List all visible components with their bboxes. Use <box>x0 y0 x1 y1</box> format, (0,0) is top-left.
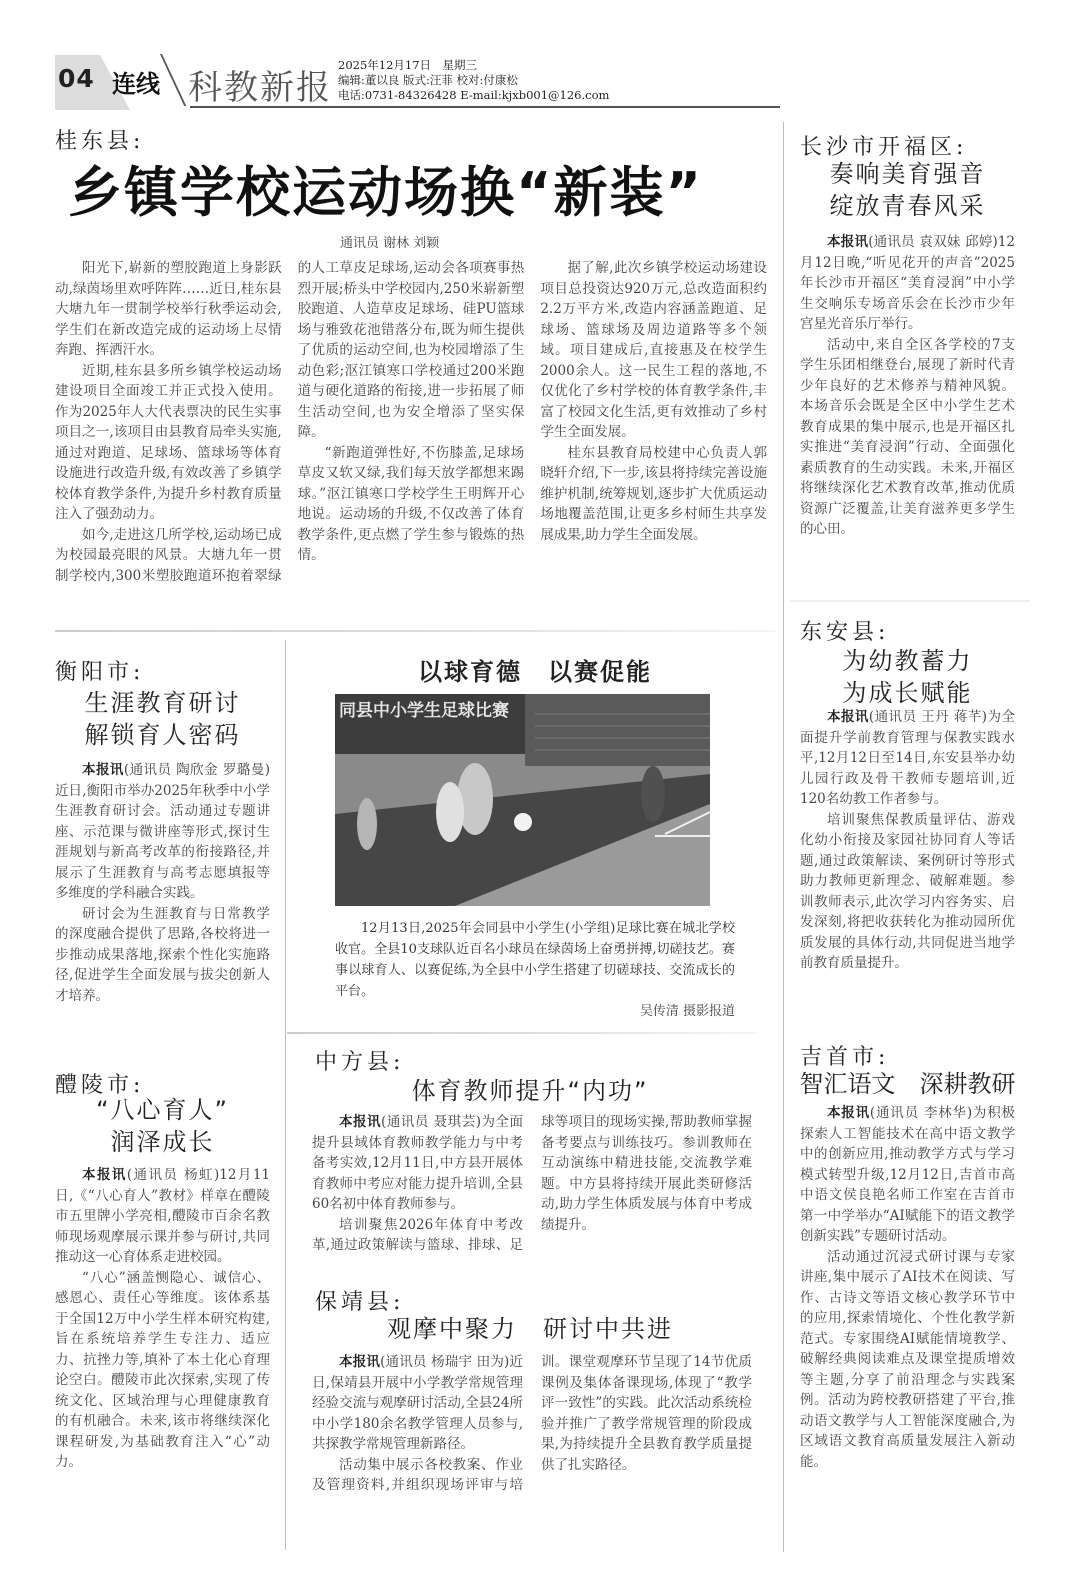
paragraph: 阳光下,崭新的塑胶跑道上身影跃动,绿茵场里欢呼阵阵……近日,桂东县大塘九年一贯制学校举行秋季运动会,学生们在新改造完成的运动场上尽情奔跑、挥洒汗水。 <box>55 260 282 358</box>
main-headline: 乡镇学校运动场换“新装” <box>68 161 703 224</box>
lead-label: 本报讯 <box>827 234 869 250</box>
headline-line: 生涯教育研讨 <box>84 689 241 717</box>
paragraph: 据了解,此次乡镇学校运动场建设项目总投资达920万元,总改造面积约2.2万平方米,改造内容涵盖跑道、足球场、篮球场及周边道路等多个领域。项目建成后,直接惠及在校学生2000余人。这一民生工程的落地,不仅优化了乡村学校的体育教学条件,丰富了校园文化生活,更有效推动了乡村学生全面发展。 <box>540 260 767 440</box>
paper-name: 科教新报 <box>188 68 332 108</box>
kaifu-headline <box>800 158 1015 222</box>
column-divider-right <box>783 122 784 1552</box>
hengyang-body <box>55 760 270 1006</box>
liling-body <box>55 1165 270 1473</box>
paragraph: 活动中,来自全区各学校的7支学生乐团相继登台,展现了新时代青少年良好的艺术修养与精神风貌。本场音乐会既是全区中小学生艺术教育成果的集中展示,也是开福区扎实推进“美育浸润”行动、全面强化素质教育的生动实践。未来,开福区将继续深化艺术教育改革,推动优质资源广泛覆盖,让美育滋养更多学生的心田。 <box>800 336 1015 537</box>
photo-caption <box>335 918 735 1002</box>
paragraph-text: 为全面提升县域体育教师教学能力与中考备考实效,12月11日,中方县开展体育教师中考应对能力提升培训,全县60名初中体育教师参与。 <box>312 1114 524 1212</box>
paragraph: “新跑道弹性好,不伤膝盖,足球场草皮又软又绿,我们每天放学都想来踢球。”沤江镇寒口学校学生王明辉开心地说。运动场的升级,不仅改善了体育教学条件,更点燃了学生参与锻炼的热情。 <box>297 444 525 563</box>
hengyang-headline <box>55 687 270 751</box>
paragraph: 活动集中展示各校教案、作业及管理资料,并组织现场评审与培训。课堂观摩环节呈现了14节优质课例及集体备课现场,体现了“教学评一致性”的实践。此次活动系统检验并推广了教学常规管理的阶段成果,为持续提升全县教育教学质量提供了扎实路径。 <box>312 1354 752 1493</box>
zhongfang-body <box>312 1112 752 1260</box>
lead-label: 本报讯 <box>339 1114 382 1130</box>
main-byline: 通讯员 谢林 刘颖 <box>340 236 440 251</box>
banner-text: 同县中小学生足球比赛 <box>339 701 509 721</box>
staff-line: 编辑:董以良 版式:汪菲 校对:付康松 <box>338 73 518 87</box>
jishou-headline: 智汇语文 深耕教研 <box>799 1070 1016 1098</box>
paragraph <box>55 1165 270 1268</box>
reporter: (通讯员 杨瑞宇 田为) <box>380 1354 510 1370</box>
zhongfang-headline: 体育教师提升“内功” <box>411 1077 649 1105</box>
paragraph <box>55 760 270 904</box>
paragraph <box>800 707 1015 810</box>
main-kicker: 桂东县: <box>55 129 145 154</box>
reporter: (通讯员 李林华) <box>869 1105 973 1121</box>
date-line: 2025年12月17日 星期三 <box>338 58 478 72</box>
football <box>514 813 532 831</box>
reporter: (通讯员 王丹 蒋芊) <box>868 709 988 725</box>
football-photo <box>335 694 710 906</box>
dongan-kicker: 东安县: <box>800 620 890 645</box>
lead-label: 本报讯 <box>339 1354 381 1370</box>
paragraph: 培训聚焦保教质量评估、游戏化幼小衔接及家园社协同育人等话题,通过政策解读、案例研讨等形式助力教师更新理念、破解难题。参训教师表示,此次学习内容务实、启发深刻,将把收获转化为推动园所优质发展的具体行动,共同促进当地学前教育质量提升。 <box>800 811 1015 971</box>
headline-line: 为幼教蓄力 <box>842 647 973 675</box>
kaifu-kicker: 长沙市开福区: <box>800 135 968 160</box>
paragraph: 桂东县教育局校建中心负责人郭晓轩介绍,下一步,该县将持续完善设施维护机制,统筹规划,逐步扩大优质运动场地覆盖范围,让更多乡村师生共享发展成果,助力学生全面发展。 <box>540 444 767 543</box>
lead-label: 本报讯 <box>82 762 124 778</box>
paragraph <box>800 232 1015 335</box>
stands <box>525 694 710 766</box>
paragraph: 近期,桂东县多所乡镇学校运动场建设项目全面竣工并正式投入使用。作为2025年人大代表票决的民生实事项目之一,该项目由县教育局牵头实施,通过对跑道、足球场、篮球场等体育设施进行改造升级,有效改善了乡镇学校体育教学条件,为提升乡村教育质量注入了强劲动力。 <box>55 362 282 522</box>
paragraph: “八心”涵盖恻隐心、诚信心、感恩心、责任心等维度。该体系基于全国12万中小学生样本研究构建,旨在系统培养学生专注力、适应力、抗挫力等,填补了本土化心育理论空白。醴陵市此次探索,实现了传统文化、区域治理与心理健康教育的有机融合。未来,该市将继续深化课程研发,为基础教育注入“心”动力。 <box>55 1269 270 1470</box>
paragraph-text: 12月12日晚,“听见花开的声音”2025年长沙市开福区“美育浸润”中小学生交响乐专场音乐会在长沙市少年宫星光音乐厅举行。 <box>800 234 1015 332</box>
paragraph: 如今,走进这几所学校,运动场已成为校园最亮眼的风景。大塘九年一贯制学校内,300米塑胶跑道环抱着翠绿的人工草皮足球场,运动会各项赛事热烈开展;桥头中学校园内,250米崭新塑胶跑道、人造草皮足球场、硅PU篮球场与雅致花池错落分布,既为师生提供了优质的运动空间,也为校园增添了生动色彩;沤江镇寒口学校通过200米跑道与硬化道路的衔接,进一步拓展了师生活动空间,也为安全增添了坚实保障。 <box>55 260 525 584</box>
paragraph: 培训聚焦2026年体育中考改革,通过政策解读与篮球、排球、足球等项目的现场实操,帮助教师掌握备考要点与训练技巧。参训教师在互动演练中精进技能,交流教学难题。中方县将持续开展此类研修活动,助力学生体质发展与体育中考成绩提升。 <box>312 1114 752 1253</box>
headline-line: 奏响美育强音 <box>829 160 986 188</box>
section-divider <box>55 630 775 632</box>
section-divider <box>287 1032 757 1034</box>
reporter: (通讯员 聂琪芸) <box>381 1114 481 1130</box>
photo-story-title: 以球育德 以赛促能 <box>418 657 652 686</box>
reporter: (通讯员 陶欣金 罗璐曼) <box>123 762 270 778</box>
paragraph-text: 为积极探索人工智能技术在高中语文教学中的创新应用,推动教学方式与学习模式转型升级,12月12日,吉首市高中语文侯良艳名师工作室在吉首市第一中学举办“AI赋能下的语文教学创新实践”专题研讨活动。 <box>800 1105 1016 1244</box>
paragraph-text: 近日,衡阳市举办2025年秋季中小学生涯教育研讨会。活动通过专题讲座、示范课与微讲座等形式,探讨生涯规划与新高考改革的衔接路径,并展示了生涯教育与高考志愿填报等多维度的学科融合实践。 <box>55 782 270 901</box>
dongan-headline <box>800 645 1015 709</box>
reporter: (通讯员 杨虹) <box>126 1167 220 1183</box>
player <box>641 766 665 822</box>
paragraph <box>800 1103 1015 1247</box>
photo-illustration <box>335 694 710 906</box>
paragraph: 研讨会为生涯教育与日常教学的深度融合提供了思路,各校将进一步推动成果落地,探索个性化实施路径,促进学生全面发展与拔尖创新人才培养。 <box>55 905 270 1004</box>
lead-label: 本报讯 <box>827 709 869 725</box>
baojing-headline: 观摩中聚力 研讨中共进 <box>387 1315 673 1343</box>
headline-line: “八心育人” <box>96 1096 229 1124</box>
section-name: 连线 <box>112 70 160 98</box>
hengyang-kicker: 衡阳市: <box>55 660 145 685</box>
dongan-body <box>800 707 1015 974</box>
headline-line: 润泽成长 <box>110 1128 215 1156</box>
zhongfang-kicker: 中方县: <box>315 1050 405 1075</box>
paragraph-text: 12月11日,《“八心育人”教材》样章在醴陵市五里牌小学亮相,醴陵市百余名教师现场观摩展示课并参与研讨,共同推动这一心育体系走进校园。 <box>55 1167 271 1265</box>
paragraph <box>312 1352 523 1455</box>
player <box>436 782 464 842</box>
liling-kicker: 醴陵市: <box>55 1073 145 1098</box>
jishou-body <box>800 1103 1015 1472</box>
headline-line: 解锁育人密码 <box>84 721 241 749</box>
lead-label: 本报讯 <box>827 1105 870 1121</box>
masthead-slash-divider <box>160 54 186 106</box>
headline-line: 绽放青春风采 <box>829 192 986 220</box>
jishou-kicker: 吉首市: <box>800 1045 890 1070</box>
photo-credit: 吴传清 摄影报道 <box>639 1004 735 1019</box>
baojing-kicker: 保靖县: <box>315 1290 405 1315</box>
liling-headline <box>55 1094 270 1158</box>
kaifu-body <box>800 232 1015 540</box>
column-divider-left <box>285 640 286 1550</box>
paragraph-text: 近日,保靖县开展中小学教学常规管理经验交流与观摩研讨活动,全县24所中小学180余名教学管理人员参与,共探教学常规管理新路径。 <box>312 1354 524 1452</box>
paragraph: 活动通过沉浸式研讨课与专家讲座,集中展示了AI技术在阅读、写作、古诗文等语文核心教学环节中的应用,探索情境化、个性化教学新范式。专家围绕AI赋能情境教学、破解经典阅读难点及课堂提质增效等主题,分享了前沿理念与实践案例。活动为跨校教研搭建了平台,推动语文教学与人工智能深度融合,为区域语文教育高质量发展注入新动能。 <box>800 1248 1015 1470</box>
lead-label: 本报讯 <box>82 1167 127 1183</box>
section-divider <box>790 600 1030 602</box>
main-article-body <box>55 258 767 608</box>
masthead-info <box>338 58 609 103</box>
player <box>357 798 377 850</box>
caption-text: 12月13日,2025年会同县中小学生(小学组)足球比赛在城北学校收官。全县10支球队近百名小球员在绿茵场上奋勇拼搏,切磋技艺。赛事以球育人、以赛促练,为全县中小学生搭建了切磋球技、交流成长的平台。 <box>335 921 735 999</box>
page-number: 04 <box>58 64 95 93</box>
paragraph-text: 为全面提升学前教育管理与保教实践水平,12月12日至14日,东安县举办幼儿园行政及骨干教师专题培训,近120名幼教工作者参与。 <box>800 709 1015 807</box>
headline-line: 为成长赋能 <box>842 679 973 707</box>
contact-line: 电话:0731-84326428 E-mail:kjxb001@126.com <box>338 88 610 102</box>
reporter: (通讯员 袁双妹 邱婷) <box>868 234 998 250</box>
paragraph <box>312 1112 523 1215</box>
baojing-body <box>312 1352 752 1542</box>
